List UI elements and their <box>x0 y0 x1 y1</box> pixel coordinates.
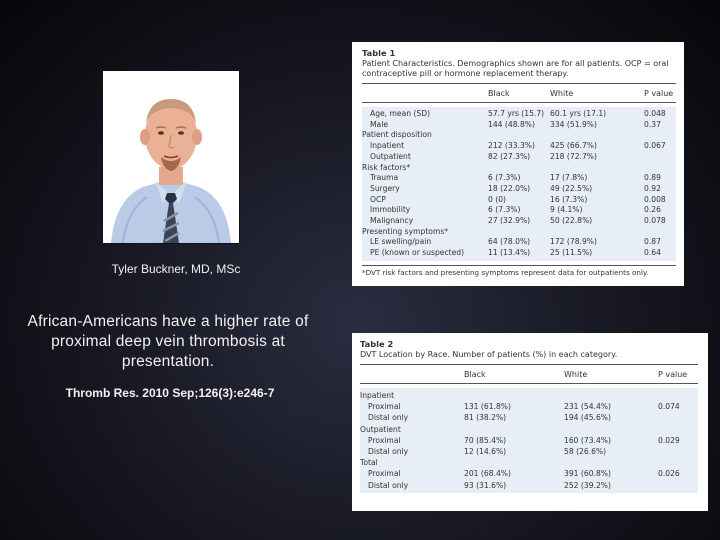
table1-row <box>362 216 676 227</box>
table1-cell-label: Age, mean (SD) <box>370 109 431 118</box>
table1-body <box>362 107 676 261</box>
table1-cell-p: 0.87 <box>644 237 661 247</box>
table1-patient-characteristics <box>352 42 684 286</box>
table2-row <box>360 412 698 423</box>
table2-cell-black: 201 (68.4%) <box>464 469 511 479</box>
table1-cell-black: 64 (78.0%) <box>488 237 531 247</box>
table2-cell-white: 58 (26.6%) <box>564 447 607 457</box>
table1-row <box>362 163 676 174</box>
table1-row <box>362 195 676 206</box>
table1-header-label <box>362 89 488 98</box>
table1-cell-label: Outpatient <box>370 151 411 161</box>
table1-cell-white: 50 (22.8%) <box>550 216 593 226</box>
table2-cell-p <box>658 424 698 435</box>
table1-cell-label: PE (known or suspected) <box>370 248 465 258</box>
table1-row <box>362 152 676 163</box>
table1-cell-p: 0.008 <box>644 194 666 204</box>
table1-cell-black <box>488 130 550 141</box>
table1-cell-p: 0.26 <box>644 205 661 215</box>
table2-cell-p: 0.074 <box>658 402 680 412</box>
table1-header-black: Black <box>488 89 510 98</box>
table2-cell-black <box>464 457 564 468</box>
table2-cell-label: Proximal <box>368 402 401 412</box>
table2-row <box>360 480 698 491</box>
table1-cell-p <box>644 152 676 163</box>
table1-cell-label: Male <box>370 119 388 129</box>
table1-title: Table 1 <box>362 48 396 58</box>
table1-cell-black: 27 (32.9%) <box>488 216 531 226</box>
table1-row <box>362 141 676 152</box>
table1-cell-label: Presenting symptoms* <box>362 226 449 236</box>
table1-cell-black: 57.7 yrs (15.7) <box>488 109 545 118</box>
table1-cell-white: 17 (7.8%) <box>550 173 588 183</box>
table1-cell-p: 0.067 <box>644 141 666 151</box>
table2-row <box>360 435 698 446</box>
table2-header-row <box>360 365 698 384</box>
table2-cell-label: Proximal <box>368 469 401 479</box>
table1-cell-label: Surgery <box>370 183 400 193</box>
table1-cell-p: 0.078 <box>644 216 666 226</box>
table1-cell-p: 0.64 <box>644 248 661 258</box>
table2-cell-label: Outpatient <box>360 424 401 434</box>
table2-cell-label: Distal only <box>368 447 409 457</box>
table2-description: DVT Location by Race. Number of patients (%) in each category. <box>360 350 618 359</box>
table2-row <box>360 390 698 401</box>
table1-row <box>362 130 676 141</box>
table2-title: Table 2 <box>360 339 394 349</box>
table1-cell-black: 6 (7.3%) <box>488 205 521 215</box>
table2-cell-white <box>564 390 658 401</box>
table1-cell-p: 0.92 <box>644 183 661 193</box>
table2-cell-p <box>658 412 698 423</box>
table2-dvt-location <box>352 333 708 511</box>
table2-cell-white: 231 (54.4%) <box>564 402 611 412</box>
table1-cell-label: OCP <box>370 194 386 204</box>
table1-cell-black: 212 (33.3%) <box>488 141 535 151</box>
table1-cell-label: Patient disposition <box>362 130 432 140</box>
table1-cell-p: 0.37 <box>644 119 661 129</box>
table1-row <box>362 205 676 216</box>
table1-cell-white: 425 (66.7%) <box>550 141 597 151</box>
table2-row <box>360 457 698 468</box>
table2-cell-p <box>658 480 698 491</box>
photo-caption: Tyler Buckner, MD, MSc <box>111 262 241 276</box>
table1-cell-black <box>488 163 550 174</box>
table1-cell-black: 0 (0) <box>488 194 507 204</box>
table1-cell-black: 11 (13.4%) <box>488 248 531 258</box>
table1-description: Patient Characteristics. Demographics shown are for all patients. OCP = oral contraceptive pill or hormone replacement therapy. <box>362 59 669 78</box>
table2-header-label <box>360 370 464 379</box>
table2-cell-white: 194 (45.6%) <box>564 413 611 423</box>
table2-row <box>360 468 698 479</box>
table1-cell-p <box>644 227 676 238</box>
table1-header-white: White <box>550 89 574 98</box>
table2-cell-black: 131 (61.8%) <box>464 402 511 412</box>
table2-cell-p <box>658 457 698 468</box>
table1-cell-black: 18 (22.0%) <box>488 183 531 193</box>
table1-cell-black: 6 (7.3%) <box>488 173 521 183</box>
table1-cell-white: 16 (7.3%) <box>550 194 588 204</box>
table1-cell-black: 82 (27.3%) <box>488 151 531 161</box>
citation-text: Thromb Res. 2010 Sep;126(3):e246-7 <box>65 386 275 400</box>
table1-cell-p: 0.048 <box>644 109 666 118</box>
table1-row <box>362 120 676 131</box>
table1-cell-white <box>550 227 644 238</box>
table2-header-white: White <box>564 370 588 379</box>
table2-cell-black: 12 (14.6%) <box>464 447 507 457</box>
table1-header-row <box>362 84 676 103</box>
portrait-illustration <box>103 71 239 243</box>
table2-cell-p <box>658 390 698 401</box>
table1-cell-p <box>644 130 676 141</box>
table1-row <box>362 227 676 238</box>
table1-cell-p: 0.89 <box>644 173 661 183</box>
table1-row <box>362 173 676 184</box>
table2-header-black: Black <box>464 370 486 379</box>
table2-cell-p: 0.026 <box>658 469 680 479</box>
table2-row <box>360 446 698 457</box>
table1-cell-white: 25 (11.5%) <box>550 248 593 258</box>
table2-cell-p: 0.029 <box>658 435 680 445</box>
table1-cell-label: Risk factors* <box>362 162 411 172</box>
table2-cell-label: Inpatient <box>360 391 395 400</box>
table2-cell-black <box>464 390 564 401</box>
table2-cell-white: 160 (73.4%) <box>564 435 611 445</box>
table2-row <box>360 424 698 435</box>
table2-header-pvalue: P value <box>658 370 688 379</box>
table1-row <box>362 109 676 120</box>
table1-cell-label: Inpatient <box>370 141 405 151</box>
table2-cell-white: 252 (39.2%) <box>564 480 611 490</box>
table2-cell-black: 70 (85.4%) <box>464 435 507 445</box>
table1-cell-white: 49 (22.5%) <box>550 183 593 193</box>
table1-row <box>362 237 676 248</box>
table2-cell-label: Distal only <box>368 413 409 423</box>
table1-cell-white: 334 (51.9%) <box>550 119 597 129</box>
table1-footnote: *DVT risk factors and presenting symptoms represent data for outpatients only. <box>362 265 676 277</box>
table2-cell-white: 391 (60.8%) <box>564 469 611 479</box>
table1-cell-white <box>550 163 644 174</box>
table2-cell-white <box>564 424 658 435</box>
table2-cell-p <box>658 446 698 457</box>
table1-row <box>362 248 676 259</box>
table1-header-pvalue: P value <box>644 89 674 98</box>
table2-cell-black: 81 (38.2%) <box>464 413 507 423</box>
key-finding-text: African-Americans have a higher rate of proximal deep vein thrombosis at presentation. <box>27 313 309 370</box>
table2-cell-white <box>564 457 658 468</box>
table2-cell-label: Total <box>360 458 378 468</box>
table1-cell-white: 218 (72.7%) <box>550 151 597 161</box>
table1-cell-black: 144 (48.8%) <box>488 119 535 129</box>
table2-cell-black: 93 (31.6%) <box>464 480 507 490</box>
table2-body <box>360 388 698 493</box>
table2-cell-label: Distal only <box>368 480 409 490</box>
table1-cell-label: Malignancy <box>370 216 414 226</box>
table1-cell-white <box>550 130 644 141</box>
table2-row <box>360 401 698 412</box>
table1-cell-label: Immobility <box>370 205 411 215</box>
table1-cell-white: 60.1 yrs (17.1) <box>550 109 607 118</box>
table1-cell-label: Trauma <box>370 173 399 183</box>
table1-row <box>362 184 676 195</box>
table1-cell-label: LE swelling/pain <box>370 237 432 247</box>
table2-cell-black <box>464 424 564 435</box>
portrait-photo <box>102 70 240 244</box>
table1-cell-black <box>488 227 550 238</box>
table2-cell-label: Proximal <box>368 435 401 445</box>
table1-cell-white: 172 (78.9%) <box>550 237 597 247</box>
table1-cell-white: 9 (4.1%) <box>550 205 583 215</box>
table1-cell-p <box>644 163 676 174</box>
